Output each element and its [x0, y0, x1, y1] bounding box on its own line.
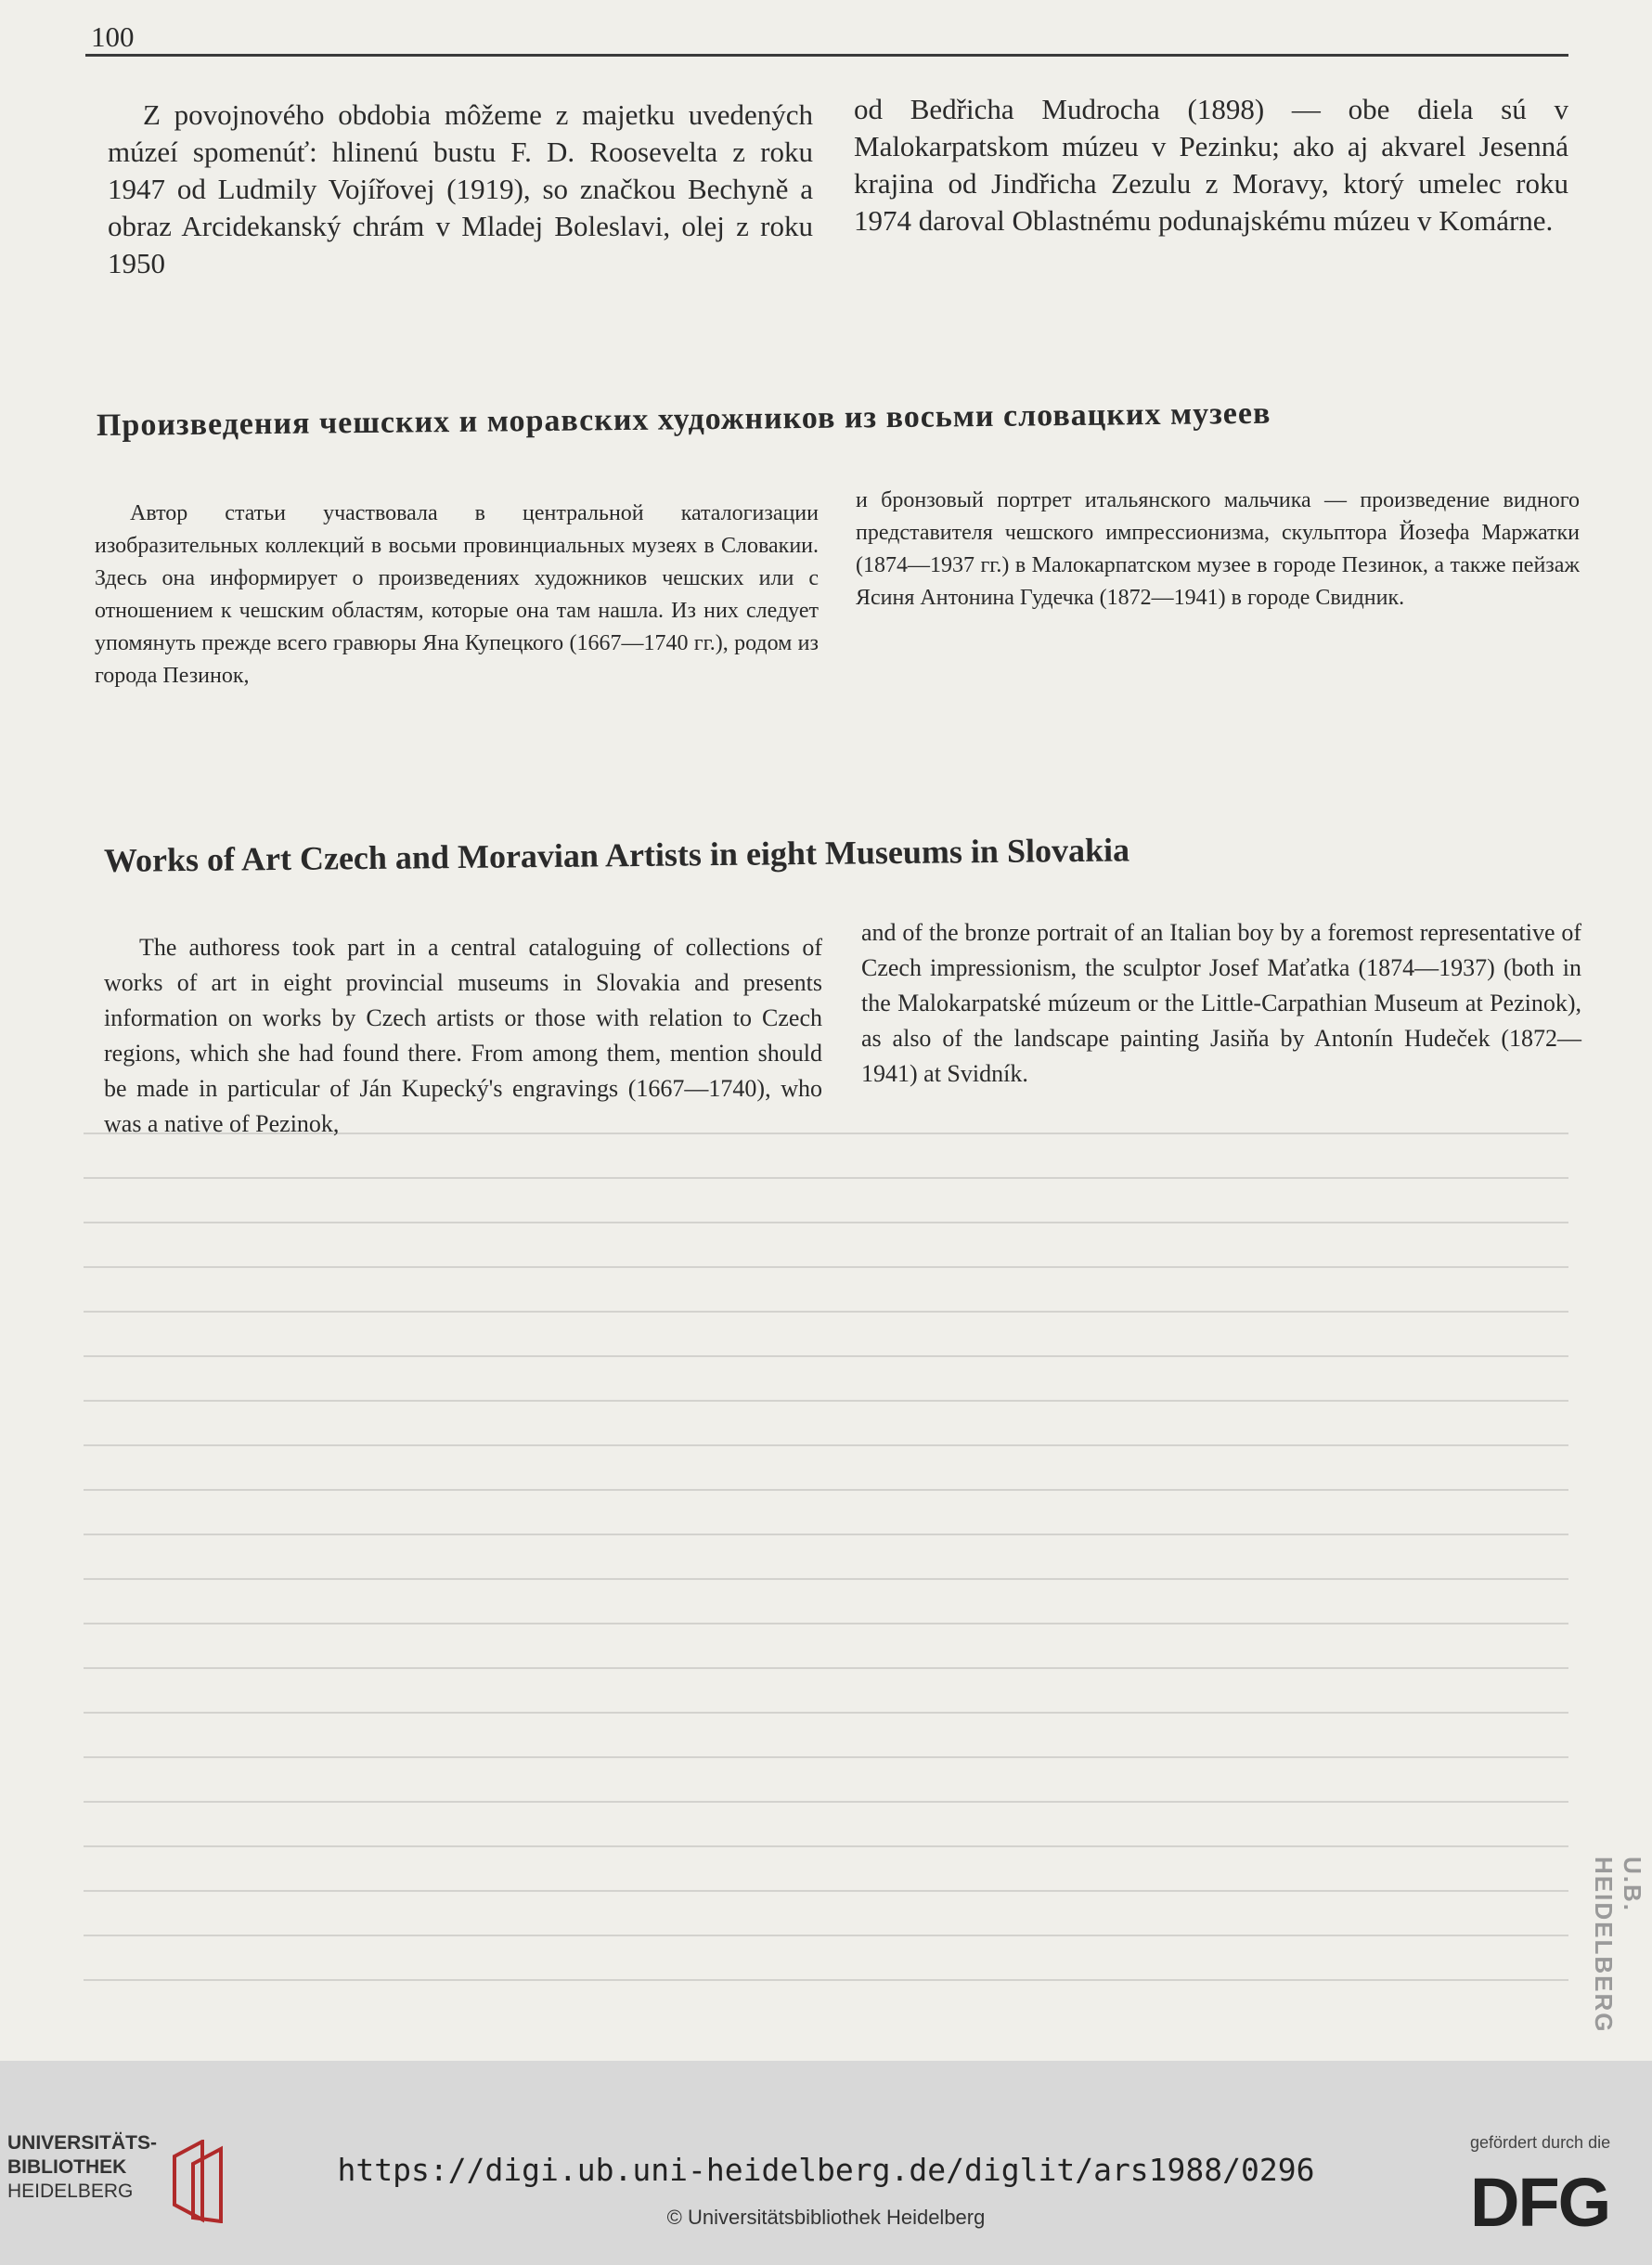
english-text-col1 — [104, 930, 822, 1142]
library-name-line3: HEIDELBERG — [7, 2181, 134, 2202]
slovak-paragraph-1: Z povojnového obdobia môžeme z majetku uvedených múzeí spomenúť: hlinenú bustu F. D. Roosevelta z roku 1947 od Ludmily Vojířovej (1919), so značkou Bechyně a obraz Arcidekanský chrám v Mladej Boleslavi, olej z roku 1950 — [108, 98, 813, 279]
english-heading: Works of Art Czech and Moravian Artists in eight Museums in Slovakia — [103, 831, 1130, 879]
slovak-paragraph-2: od Bedřicha Mudrocha (1898) — obe diela sú v Malokarpatskom múzeu v Pezinku; ako aj akvarel Jesenná krajina od Jindřicha Zezulu z Moravy, ktorý umelec roku 1974 daroval Oblastnému podunajskému múzeu v Komárne. — [854, 93, 1568, 237]
russian-text-col2 — [856, 485, 1580, 615]
library-name-line1: UNIVERSITÄTS- — [7, 2132, 158, 2154]
russian-paragraph-2: и бронзовый портрет итальянского мальчика — произведение видного представителя чешского импрессионизма, скульптора Йозефа Маржатки (1874—1937 гг.) в Малокарпатском музее в городе Пезинок, а также пейзаж Ясиня Антонина Гудечка (1872—1941) в городе Свидник. — [856, 488, 1580, 610]
english-paragraph-1: The authoress took part in a central cataloguing of collections of works of art in eight provincial museums in Slovakia and presents information on works by Czech artists or those with relation to Czech regions, which she had found there. From among them, mention should be made in particular of Ján Kupecký's engravings (1667—1740), who was a native of Pezinok, — [104, 934, 822, 1137]
english-paragraph-2: and of the bronze portrait of an Italian boy by a foremost representative of Czech impressionism, the sculptor Josef Maťatka (1874—1937) (both in the Malokarpatské múzeum or the Little-Carpathian Museum at Pezinok), as also of the landscape painting Jasiňa by Antonín Hudeček (1872—1941) at Svidník. — [861, 919, 1581, 1087]
russian-heading: Произведения чешских и моравских художников из восьми словацких музеев — [96, 395, 1271, 443]
library-name-line2: BIBLIOTHEK — [7, 2156, 127, 2178]
page-number: 100 — [91, 20, 135, 53]
copyright-notice: © Universitätsbibliothek Heidelberg — [666, 2206, 986, 2229]
russian-text-col1 — [95, 498, 819, 692]
funding-caption: gefördert durch die — [1470, 2133, 1611, 2152]
slovak-text-col1 — [108, 97, 813, 282]
slovak-text-col2 — [854, 91, 1568, 239]
library-stamp: U.B. HEIDELBERG — [1590, 1857, 1646, 2034]
dfg-logo: DFG — [1470, 2164, 1610, 2241]
english-text-col2 — [861, 915, 1581, 1092]
permalink-url[interactable]: https://digi.ub.uni-heidelberg.de/diglit/ars1988/0296 — [337, 2152, 1315, 2188]
russian-paragraph-1: Автор статьи участвовала в центральной каталогизации изобразительных коллекций в восьми провинциальных музеях в Словакии. Здесь она информирует о произведениях художников чешских или с отношением к чешским областям, которые она там нашла. Из них следует упомянуть прежде всего гравюры Яна Купецкого (1667—1740 гг.), родом из города Пезинок, — [95, 501, 819, 688]
show-through-text — [84, 1132, 1568, 2024]
header-rule — [85, 54, 1568, 57]
